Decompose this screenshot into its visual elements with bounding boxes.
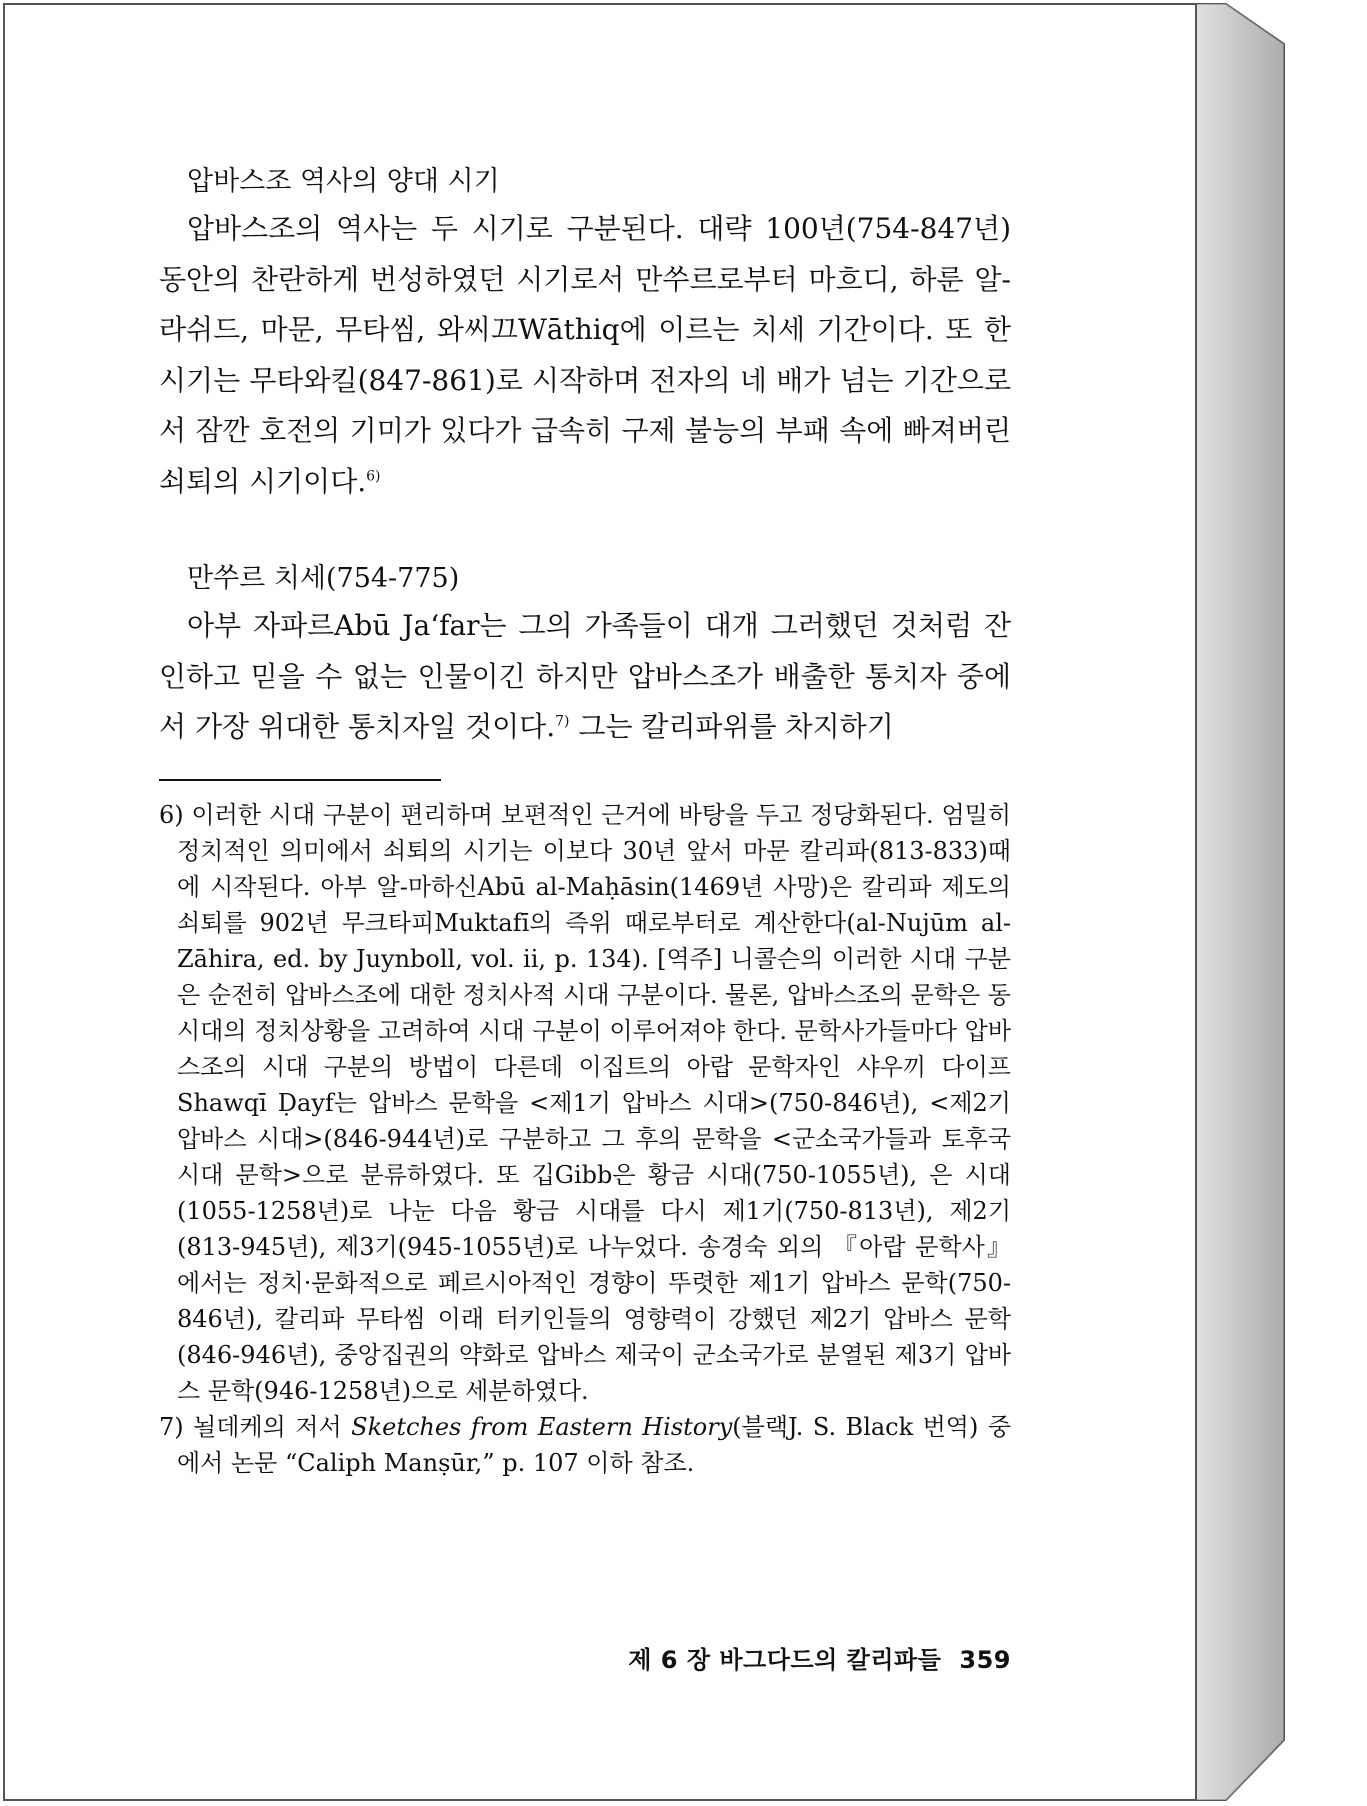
footnote-divider: [159, 779, 441, 781]
paragraph-tail: 그는 칼리파위를 차지하기: [569, 710, 894, 743]
paragraph-text: 압바스조의 역사는 두 시기로 구분된다. 대략 100년(754-847년) 동안의 찬란하게 번성하였던 시기로서 만쑤르로부터 마흐디, 하룬 알-라쉬드, 마문, 무타씸, 와씨끄Wāthiq에 이르는 치세 기간이다. 또 한 시기는 무타와킬(847-861)로 시작하며 전자의 네 배가 넘는 기간으로서 잠깐 호전의 기미가 있다가 급속히 구제 불능의 부패 속에 빠져버린 쇠퇴의 시기이다.: [159, 212, 1011, 498]
footnote-6: 6) 이러한 시대 구분이 편리하며 보편적인 근거에 바탕을 두고 정당화된다. 엄밀히 정치적인 의미에서 쇠퇴의 시기는 이보다 30년 앞서 마문 칼리파(813-833)때에 시작된다. 아부 알-마하신Abū al-Maḥāsin(1469년 사망)은 칼리파 제도의 쇠퇴를 902년 무크타피Muktafī의 즉위 때로부터로 계산한다(al-Nujūm al-Zāhira, ed. by Juynboll, vol. ii, p. 134). [역주] 니콜슨의 이러한 시대 구분은 순전히 압바스조에 대한 정치사적 시대 구분이다. 물론, 압바스조의 문학은 동시대의 정치상황을 고려하여 시대 구분이 이루어져야 한다. 문학사가들마다 압바스조의 시대 구분의 방법이 다른데 이집트의 아랍 문학자인 샤우끼 다이프 Shawqī Ḍayf는 압바스 문학을 <제1기 압바스 시대>(750-846년), <제2기 압바스 시대>(846-944년)로 구분하고 그 후의 문학을 <군소국가들과 토후국 시대 문학>으로 분류하였다. 또 깁Gibb은 황금 시대(750-1055년), 은 시대(1055-1258년)로 나눈 다음 황금 시대를 다시 제1기(750-813년), 제2기(813-945년), 제3기(945-1055년)로 나누었다. 송경숙 외의 『아랍 문학사』에서는 정치·문화적으로 페르시아적인 경향이 뚜렷한 제1기 압바스 문학(750-846년), 칼리파 무타씸 이래 터키인들의 영향력이 강했던 제2기 압바스 문학(846-946년), 중앙집권의 약화로 압바스 제국이 군소국가로 분열된 제3기 압바스 문학(946-1258년)으로 세분하였다.: [159, 800, 1011, 1405]
paragraph-text: 아부 자파르Abū Ja‘far는 그의 가족들이 대개 그러했던 것처럼 잔인하고 믿을 수 없는 인물이긴 하지만 압바스조가 배출한 통치자 중에서 가장 위대한 통치자일 것이다.: [159, 609, 1011, 743]
paragraph-two-periods: [159, 204, 1011, 507]
running-title: 제 6 장 바그다드의 칼리파들: [628, 1646, 942, 1674]
book-side-shade: [1196, 4, 1284, 1800]
page-footer: [628, 1640, 1011, 1675]
book-page: [6, 4, 1196, 1800]
section-heading-mansur: 만쑤르 치세(754-775): [187, 563, 460, 594]
footnote-ref-7: 7): [555, 713, 570, 730]
footnote-7-lead: 7) 뇔데케의 저서: [159, 1412, 352, 1441]
paragraph-mansur: [159, 601, 1011, 753]
page-number: 359: [959, 1646, 1011, 1674]
section-heading-two-periods: 압바스조 역사의 양대 시기: [187, 166, 500, 197]
footnote-ref-6: 6): [366, 468, 381, 485]
footnote-7-book-title: Sketches from Eastern History: [351, 1412, 733, 1441]
footnote-7-rest: (블랙J. S. Black 번역) 중에서 논문 “Caliph Manṣūr,” p. 107 이하 참조.: [177, 1412, 1011, 1477]
page-content: [159, 164, 1011, 1674]
footnote-7: [159, 1409, 1011, 1481]
